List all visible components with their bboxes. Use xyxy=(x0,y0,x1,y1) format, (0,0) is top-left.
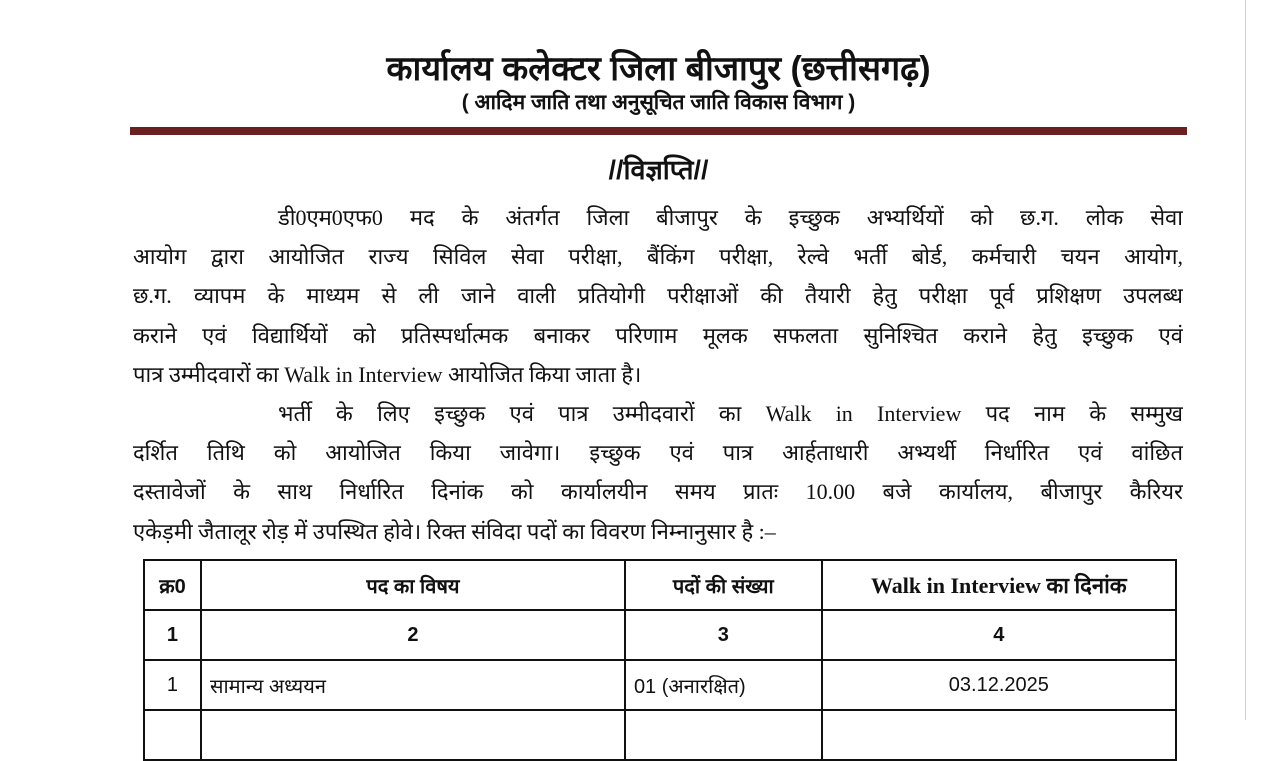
paragraph-line: भर्ती के लिए इच्छुक एवं पात्र उम्मीदवारों का Walk in Interview पद नाम के सम्मुख xyxy=(278,400,1183,426)
column-number: 1 xyxy=(144,610,201,660)
cell-empty xyxy=(201,710,625,760)
vacancy-table xyxy=(143,559,1177,761)
cell-empty xyxy=(144,710,201,760)
paragraph-line: पात्र उम्मीदवारों का Walk in Interview आयोजित किया जाता है। xyxy=(133,361,642,387)
paragraph-line: डी0एम0एफ0 मद के अंतर्गत जिला बीजापुर के इच्छुक अभ्यर्थियों को छ.ग. लोक सेवा xyxy=(278,205,1183,230)
column-number: 4 xyxy=(822,610,1176,660)
office-title: कार्यालय कलेक्टर जिला बीजापुर (छत्तीसगढ़) xyxy=(386,50,931,88)
cell-subject: सामान्य अध्ययन xyxy=(201,660,625,710)
notice-heading: //विज्ञप्ति// xyxy=(608,155,709,185)
header-subject: पद का विषय xyxy=(201,560,625,610)
paragraph-line: एकेड़मी जैतालूर रोड़ में उपस्थित होवे। रिक्त संविदा पदों का विवरण निम्नानुसार है :– xyxy=(133,518,776,544)
table-row-partial xyxy=(144,710,1176,760)
cell-post-count: 01 (अनारक्षित) xyxy=(625,660,822,710)
cell-empty xyxy=(625,710,822,760)
paragraph-line: दर्शित तिथि को आयोजित किया जावेगा। इच्छुक एवं पात्र आर्हताधारी अभ्यर्थी निर्धारित एवं वांछित xyxy=(133,440,1183,466)
table-header-row xyxy=(144,560,1176,610)
paragraph-line: आयोग द्वारा आयोजित राज्य सिविल सेवा परीक्षा, बैंकिंग परीक्षा, रेल्वे भर्ती बोर्ड, कर्मचारी चयन आयोग, xyxy=(133,244,1183,270)
page-edge xyxy=(1245,0,1246,720)
paragraph-line: कराने एवं विद्यार्थियों को प्रतिस्पर्धात्मक बनाकर परिणाम मूलक सफलता सुनिश्चित कराने हेतु इच्छुक एवं xyxy=(133,322,1183,348)
header-divider xyxy=(130,127,1187,135)
column-number: 3 xyxy=(625,610,822,660)
department-subtitle: ( आदिम जाति तथा अनुसूचित जाति विकास विभाग ) xyxy=(461,91,856,114)
table-row xyxy=(144,660,1176,710)
header-serial: क्र0 xyxy=(144,560,201,610)
cell-interview-date: 03.12.2025 xyxy=(822,660,1176,710)
cell-empty xyxy=(822,710,1176,760)
paragraph-line: छ.ग. व्यापम के माध्यम से ली जाने वाली प्रतियोगी परीक्षाओं की तैयारी हेतु परीक्षा पूर्व प्रशिक्षण उपलब्ध xyxy=(133,283,1183,309)
header-post-count: पदों की संख्या xyxy=(625,560,822,610)
notice-body xyxy=(133,198,1183,551)
header-interview-date: Walk in Interview का दिनांक xyxy=(822,560,1176,610)
cell-serial: 1 xyxy=(144,660,201,710)
column-number-row xyxy=(144,610,1176,660)
column-number: 2 xyxy=(201,610,625,660)
paragraph-line: दस्तावेजों के साथ निर्धारित दिनांक को कार्यालयीन समय प्रातः 10.00 बजे कार्यालय, बीजापुर कैरियर xyxy=(133,479,1183,505)
